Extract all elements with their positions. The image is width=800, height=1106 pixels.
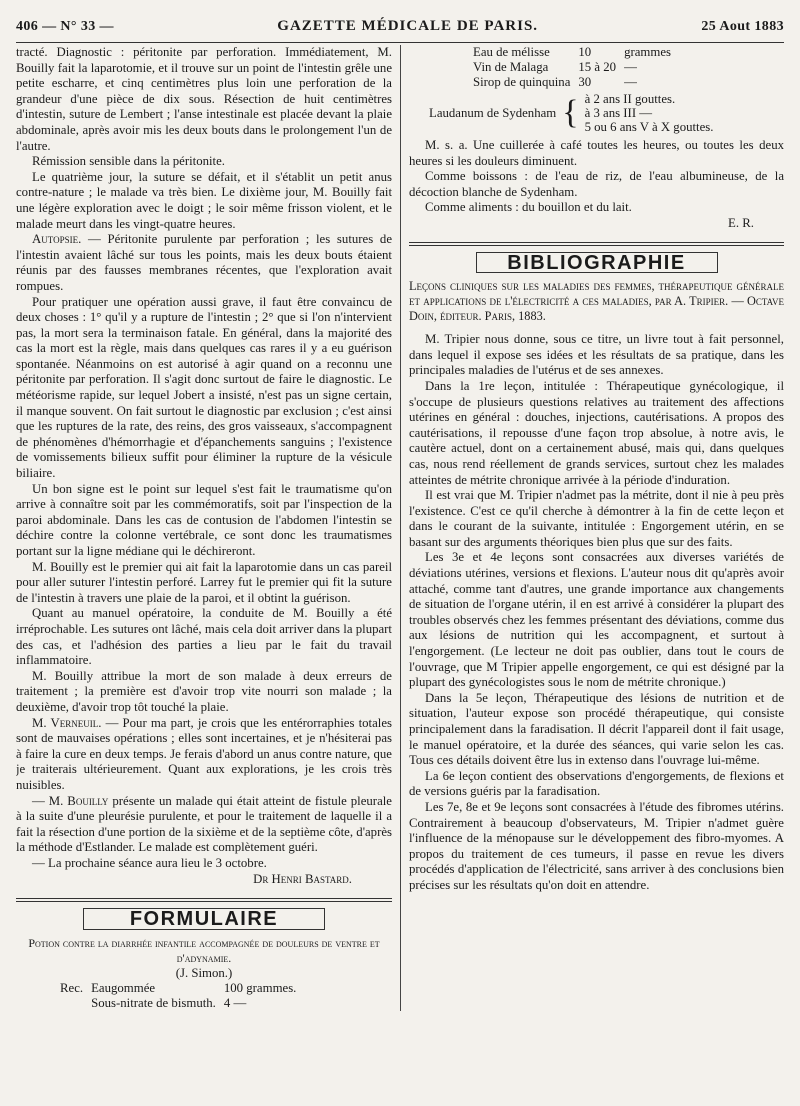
prescription-row (469, 60, 675, 75)
left-column (16, 45, 401, 1011)
laudanum-label: Laudanum de Sydenham (429, 106, 557, 120)
speaker-label: M. Verneuil. (32, 715, 102, 730)
right-column (409, 45, 784, 1011)
prescription-row (469, 45, 675, 60)
rx-name: Sous-nitrate de bismuth. (91, 996, 216, 1011)
journal-title: GAZETTE MÉDICALE DE PARIS. (277, 18, 539, 34)
autopsy-text: — Péritonite purulente par perforation ; les sutures de l'intestin avaient lâché sur tous les points, mais les deux bouts étaient réunis par des fausses membranes récentes, que l'exploration avait rompues. (16, 232, 392, 293)
paragraph: Quant au manuel opératoire, la conduite de M. Bouilly a été irréprochable. Les sutures ont lâché, mais cela doit arriver dans la plupart des cas, et l'adhésion des parties a lieu par le fait du travail inflammatoire. (16, 606, 392, 668)
issue-date: 25 Aout 1883 (701, 19, 784, 34)
rx-name: Eau de mélisse (473, 45, 550, 59)
dose-list (585, 92, 714, 134)
paragraph: M. Bouilly attribue la mort de son malade à deux erreurs de traitement ; la première est d'avoir trop vite nourri son malade ; la deuxième, d'avoir trop tôt touché la plaie. (16, 668, 392, 714)
potion-author: (J. Simon.) (175, 965, 233, 980)
rx-unit: grammes (624, 45, 671, 59)
paragraph: M. Tripier nous donne, sous ce titre, un livre tout à fait personnel, dans lequel il expose ses idées et les résultats de sa pratique, dans les principales maladies de l'utérus et de ses annexes. (409, 332, 784, 378)
rx-qty: 4 — (223, 996, 247, 1011)
dose: à 2 ans II gouttes. (584, 92, 676, 106)
prescription-row (16, 996, 300, 1011)
rx-name: Eaugommée (91, 981, 156, 996)
rx-name: Sirop de quinquina (473, 75, 571, 89)
page-number: 406 — N° 33 — (16, 19, 114, 34)
paragraph: La 6e leçon contient des observations d'engorgements, de flexions et de versions guéris par la faradisation. (409, 768, 784, 799)
paragraph: Dans la 1re leçon, intitulée : Thérapeutique gynécologique, il s'occupe de plusieurs questions relatives au traitement des affections utérines en général : douches, injections, cautérisations. A propos des cautérisations, il repousse d'une façon trop absolue, à notre avis, le cautère actuel, dont on a certainement abusé, mais qui, dans quelques cas, nous rend réellement de grands services, surtout chez les malades atteintes de métrite chronique arrivée à la période d'induration. (409, 378, 784, 487)
dose: à 3 ans III — (584, 106, 653, 120)
paragraph: tracté. Diagnostic : péritonite par perforation. Immédiatement, M. Bouilly fait la laparotomie, et il trouve sur un point de l'intestin grêle une petite escharre, et cinq centimètres plus loin une perforation de la grandeur d'une pièce de dix sous. Résection de huit centimètres d'intestin, suture de Lembert ; l'anse intestinale est placée devant la plaie abdominale, après avoir mis les deux bouts dans le prolongement l'un de l'autre. (16, 45, 392, 153)
dose: 5 ou 6 ans V à X gouttes. (584, 120, 714, 134)
paragraph: Comme aliments : du bouillon et du lait. (425, 200, 632, 215)
brace-icon: { (562, 94, 579, 131)
rx-qty: 10 (578, 45, 592, 59)
paragraph: M. Bouilly est le premier qui ait fait la laparotomie dans un cas pareil pour aller suturer l'intestin perforé. Larrey fut le premier qui fit la suture de l'intestin à travers une plaie de la paroi, et il obtint la guérison. (16, 559, 392, 605)
speaker-text: présente un malade qui était atteint de fistule pleurale à la suite d'une pleurésie purulente, et pour le traitement de laquelle il a fait la résection d'une portion de la sixième et de la septième côte, d'après la méthode d'Estlander. Le malade est complètement guéri. (16, 793, 392, 855)
paragraph: Un bon signe est le point sur lequel s'est fait le traumatisme qu'on arrive à connaître soit par les commémoratifs, soit par l'inspection de la paroi abdominale. Dans les cas de contusion de l'abdomen l'intestin se déchire contre la colonne vertébrale, ce sont donc les traumatismes portant sur la ligne médiane qui le déchireront. (16, 481, 392, 558)
rx-unit: — (624, 75, 637, 89)
rx-qty: 15 à 20 (578, 60, 617, 74)
rx-unit: — (624, 60, 637, 74)
formulaire-title: FORMULAIRE (83, 908, 325, 930)
header-rule (16, 42, 784, 43)
columns (16, 45, 784, 1011)
book-reference: Leçons cliniques sur les maladies des femmes, thérapeutique générale et applications de l'électricité a ces maladies, par A. Tripier. — Octave Doin, éditeur. Paris, 1883. (409, 279, 784, 324)
author-initials: E. R. (728, 215, 754, 230)
paragraph: Les 7e, 8e et 9e leçons sont consacrées à l'étude des fibromes utérins. Contrairement à beaucoup d'observateurs, M. Tripier n'admet guère l'influence de la ménopause sur le développement des fibro-myomes. A propos du traitement de ces tumeurs, il passe en revue les divers procédés d'application de l'électricité, sans arriver à des conclusions bien précises sur les résultats qu'on doit en attendre. (409, 799, 784, 892)
prescription-table (16, 981, 300, 1011)
paragraph: Pour pratiquer une opération aussi grave, il faut être convaincu de deux choses : 1° qu'il y a rupture de l'intestin ; 2° que si l'on n'intervient pas, la mort sera la terminaison fatale. En général, dans la majorité des cas la mort est la règle, mais dans quelques cas rares il y a eu guérison spontanée. Néanmoins on est autorisé à agir quand on a reconnu une péritonite par perforation. Il s'agit donc surtout de faire le diagnostic. Le météorisme rapide, sur lequel Jobert a insisté, n'est pas un signe certain, il manque souvent. On fait surtout le diagnostic par exclusion ; c'est ainsi que les ruptures de la rate, des reins, des gros vaisseaux, s'accompagnent de phénomènes d'hémorrhagie et d'épanchements sanguins ; l'existence de vomissements bilieux suffit pour éliminer la rupture de la vésicule biliaire. (16, 294, 392, 481)
prescription-row (16, 981, 300, 996)
potion-title: Potion contre la diarrhée infantile accompagnée de douleurs de ventre et d'adynamie. (28, 935, 380, 965)
speaker-label: — M. Bouilly (32, 793, 109, 808)
prescription-row (469, 75, 675, 90)
laudanum-dosage (409, 92, 784, 134)
section-rule (16, 898, 392, 902)
prescription-table (469, 45, 675, 90)
rx-qty: 30 (578, 75, 592, 89)
rx-qty: 100 grammes. (223, 981, 297, 996)
speaker-text: — Pour ma part, je crois que les entérorraphies totales sont de mauvaises opérations ; elles sont incertaines, et je n'hésiterai pas à faire la cure en deux temps. Je ferais d'abord un anus contre nature, que je traiterais ultérieurement. Quant aux explorations, je les crois très nuisibles. (16, 715, 392, 792)
rx-name: Vin de Malaga (473, 60, 549, 74)
paragraph: M. s. a. Une cuillerée à café toutes les heures, ou toutes les deux heures si les douleurs diminuent. (409, 138, 784, 168)
paragraph: Dans la 5e leçon, Thérapeutique des lésions de nutrition et de situation, l'auteur expose son procédé thérapeutique, qui consiste principalement dans la faradisation. Il décrit l'appareil dont il fait usage, le manuel opératoire, et la durée des séances, qui varie selon les cas. Tous ces détails doivent être lus in extenso dans l'ouvrage lui-même. (409, 690, 784, 768)
paragraph: — La prochaine séance aura lieu le 3 octobre. (32, 855, 267, 870)
paragraph: Rémission sensible dans la péritonite. (32, 154, 225, 169)
author-signature: Dr Henri Bastard. (253, 872, 352, 887)
bibliographie-title: BIBLIOGRAPHIE (476, 252, 718, 274)
paragraph: Les 3e et 4e leçons sont consacrées aux diverses variétés de déviations utérines, versions et flexions. L'auteur nous dit qu'après avoir attaché, comme tant d'autres, une grande importance aux changements de situation de l'organe utérin, il en est arrivé à considérer la plupart des troubles observés chez les femmes présentant des déviations, comme dus aux lésions de nutrition qui les accompagnent, et surtout à l'engorgement. (Le lecteur ne doit pas oublier, dans tout le cours de l'ouvrage, que M Tripier appelle engorgement, ce qui est désigné par la plupart des gynécologistes sous le nom de métrite chronique.) (409, 550, 784, 690)
rec-label: Rec. (60, 981, 84, 996)
autopsy-label: Autopsie. (32, 232, 82, 247)
paragraph: Il est vrai que M. Tripier n'admet pas la métrite, dont il nie à peu près l'existence. C'est ce qu'il cherche à démontrer à la fin de cette leçon et dans le courant de la suivante, intitulée : Engorgement utérin, en se basant sur des arguments théoriques bien plus que sur des faits. (409, 488, 784, 549)
paragraph: Comme boissons : de l'eau de riz, de l'eau albumineuse, de la décoction blanche de Sydenham. (409, 169, 784, 199)
paragraph (16, 794, 392, 856)
paragraph (16, 232, 392, 294)
page-header (16, 18, 784, 38)
section-rule (409, 242, 784, 246)
paragraph: Le quatrième jour, la suture se défait, et il s'établit un petit anus contre-nature ; le malade va très bien. Le dixième jour, M. Bouilly fait une légère exploration avec le doigt ; le soir même frisson violent, et le malade meurt dans les vingt-quatre heures. (16, 169, 392, 231)
paragraph (16, 716, 392, 794)
